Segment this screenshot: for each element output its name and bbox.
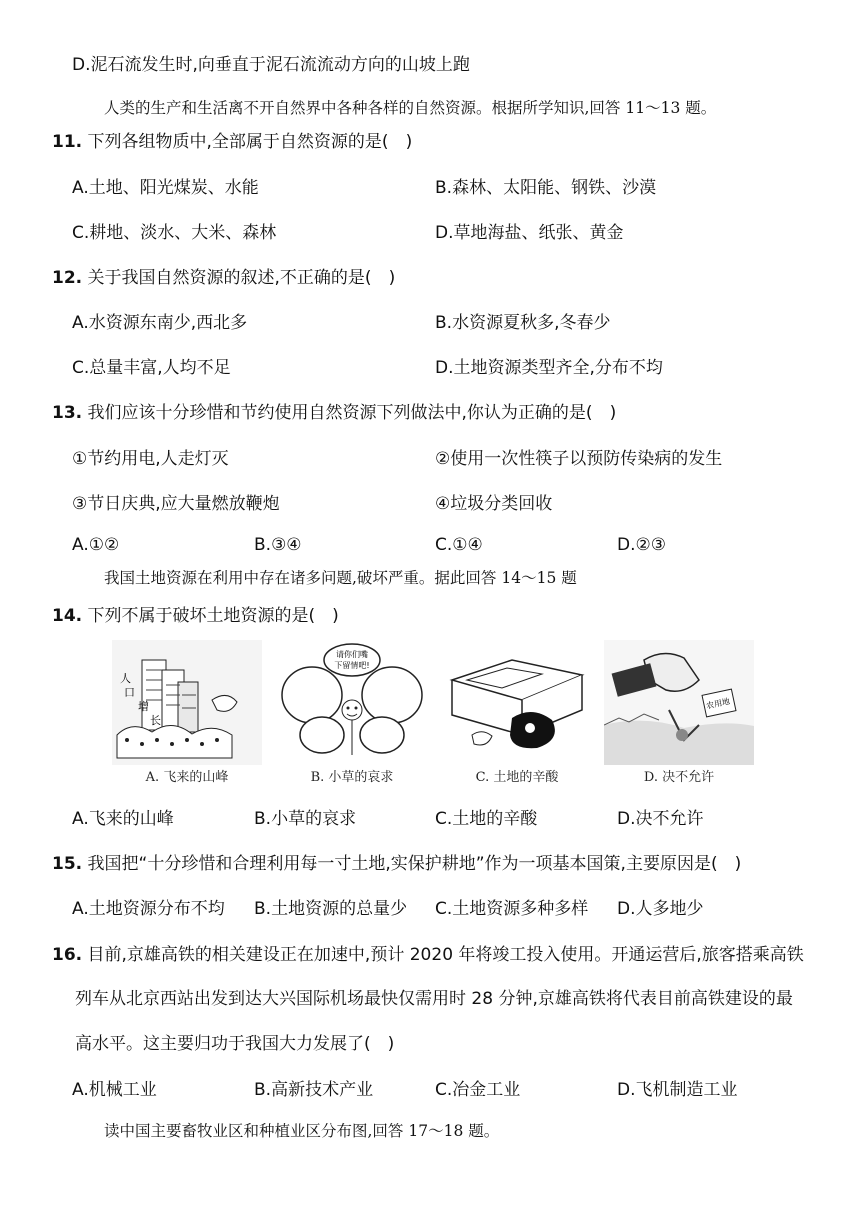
q11-option-a[interactable]: A.土地、阳光煤炭、水能	[72, 178, 259, 198]
passage-11-13: 人类的生产和生活离不开自然界中各种各样的自然资源。根据所学知识,回答 11～13 题。	[104, 99, 717, 117]
q15-option-a[interactable]: A.土地资源分布不均	[72, 899, 225, 919]
q16-option-d[interactable]: D.飞机制造工业	[617, 1080, 738, 1100]
cartoon-c-caption: C. 土地的辛酸	[475, 770, 559, 785]
question-stem: 我们应该十分珍惜和节约使用自然资源下列做法中,你认为正确的是( )	[87, 403, 617, 423]
question-stem-line-2: 列车从北京西站出发到达大兴国际机场最快仅需用时 28 分钟,京雄高铁将代表目前高铁建设的最	[75, 989, 793, 1009]
prev-option-d: D.泥石流发生时,向垂直于泥石流流动方向的山坡上跑	[72, 55, 470, 75]
cartoon-a	[112, 640, 262, 790]
q12-option-d[interactable]: D.土地资源类型齐全,分布不均	[435, 358, 663, 378]
q15-option-c[interactable]: C.土地资源多种多样	[435, 899, 589, 919]
label-zhang: 长	[150, 714, 161, 727]
q13-item-2: ②使用一次性筷子以预防传染病的发生	[435, 449, 723, 469]
question-number: 12.	[52, 268, 83, 288]
q12-option-b[interactable]: B.水资源夏秋多,冬春少	[435, 313, 611, 333]
cartoon-d-caption: D. 决不允许	[643, 770, 715, 785]
question-stem: 关于我国自然资源的叙述,不正确的是( )	[87, 268, 396, 288]
q15-option-b[interactable]: B.土地资源的总量少	[254, 899, 408, 919]
q11-option-d[interactable]: D.草地海盐、纸张、黄金	[435, 223, 624, 243]
q16-option-b[interactable]: B.高新技术产业	[254, 1080, 374, 1100]
q14-option-a[interactable]: A.飞来的山峰	[72, 809, 174, 829]
cartoon-a-caption: A. 飞来的山峰	[145, 770, 229, 785]
q14-option-d[interactable]: D.决不允许	[617, 809, 704, 829]
q11-option-c[interactable]: C.耕地、淡水、大米、森林	[72, 223, 277, 243]
sign-farmland: 农用地	[705, 696, 731, 711]
label-zeng: 增	[138, 700, 149, 713]
question-16	[52, 944, 804, 966]
q14-option-c[interactable]: C.土地的辛酸	[435, 809, 538, 829]
cartoon-b	[277, 640, 427, 790]
q13-option-d[interactable]: D.②③	[617, 535, 666, 555]
question-stem: 下列不属于破坏土地资源的是( )	[87, 606, 339, 626]
q13-option-a[interactable]: A.①②	[72, 535, 120, 555]
q13-option-c[interactable]: C.①④	[435, 535, 483, 555]
question-14	[52, 605, 339, 627]
q16-option-c[interactable]: C.冶金工业	[435, 1080, 521, 1100]
question-number: 14.	[52, 606, 83, 626]
question-stem-line-1: 目前,京雄高铁的相关建设正在加速中,预计 2020 年将竣工投入使用。开通运营后,旅客搭乘高铁	[87, 945, 804, 965]
label-ren: 人	[120, 672, 131, 685]
q12-option-a[interactable]: A.水资源东南少,西北多	[72, 313, 248, 333]
q14-option-b[interactable]: B.小草的哀求	[254, 809, 357, 829]
q13-item-1: ①节约用电,人走灯灭	[72, 449, 229, 469]
question-stem: 下列各组物质中,全部属于自然资源的是( )	[87, 132, 413, 152]
cartoon-c	[442, 640, 592, 790]
bubble-line-1: 请你们嘴	[336, 650, 368, 659]
cartoon-figures	[112, 640, 762, 790]
question-12	[52, 267, 395, 289]
question-number: 15.	[52, 854, 83, 874]
cartoon-b-caption: B. 小草的哀求	[310, 770, 394, 785]
question-11	[52, 131, 412, 153]
question-13	[52, 402, 616, 424]
q11-option-b[interactable]: B.森林、太阳能、钢铁、沙漠	[435, 178, 657, 198]
question-stem-line-3: 高水平。这主要归功于我国大力发展了( )	[75, 1034, 395, 1054]
q16-option-a[interactable]: A.机械工业	[72, 1080, 157, 1100]
q13-option-b[interactable]: B.③④	[254, 535, 302, 555]
q13-item-4: ④垃圾分类回收	[435, 494, 553, 514]
question-number: 16.	[52, 945, 83, 965]
bubble-line-2: 下留情吧!	[334, 661, 370, 670]
q12-option-c[interactable]: C.总量丰富,人均不足	[72, 358, 231, 378]
cartoon-d	[604, 640, 754, 790]
label-kou: 口	[124, 686, 135, 699]
q13-item-3: ③节日庆典,应大量燃放鞭炮	[72, 494, 280, 514]
q15-option-d[interactable]: D.人多地少	[617, 899, 704, 919]
passage-14-15: 我国土地资源在利用中存在诸多问题,破坏严重。据此回答 14～15 题	[104, 569, 577, 587]
question-stem: 我国把“十分珍惜和合理利用每一寸土地,实保护耕地”作为一项基本国策,主要原因是( )	[87, 854, 742, 874]
question-15	[52, 853, 741, 875]
question-number: 13.	[52, 403, 83, 423]
question-number: 11.	[52, 132, 83, 152]
passage-17-18: 读中国主要畜牧业区和种植业区分布图,回答 17～18 题。	[104, 1122, 500, 1140]
